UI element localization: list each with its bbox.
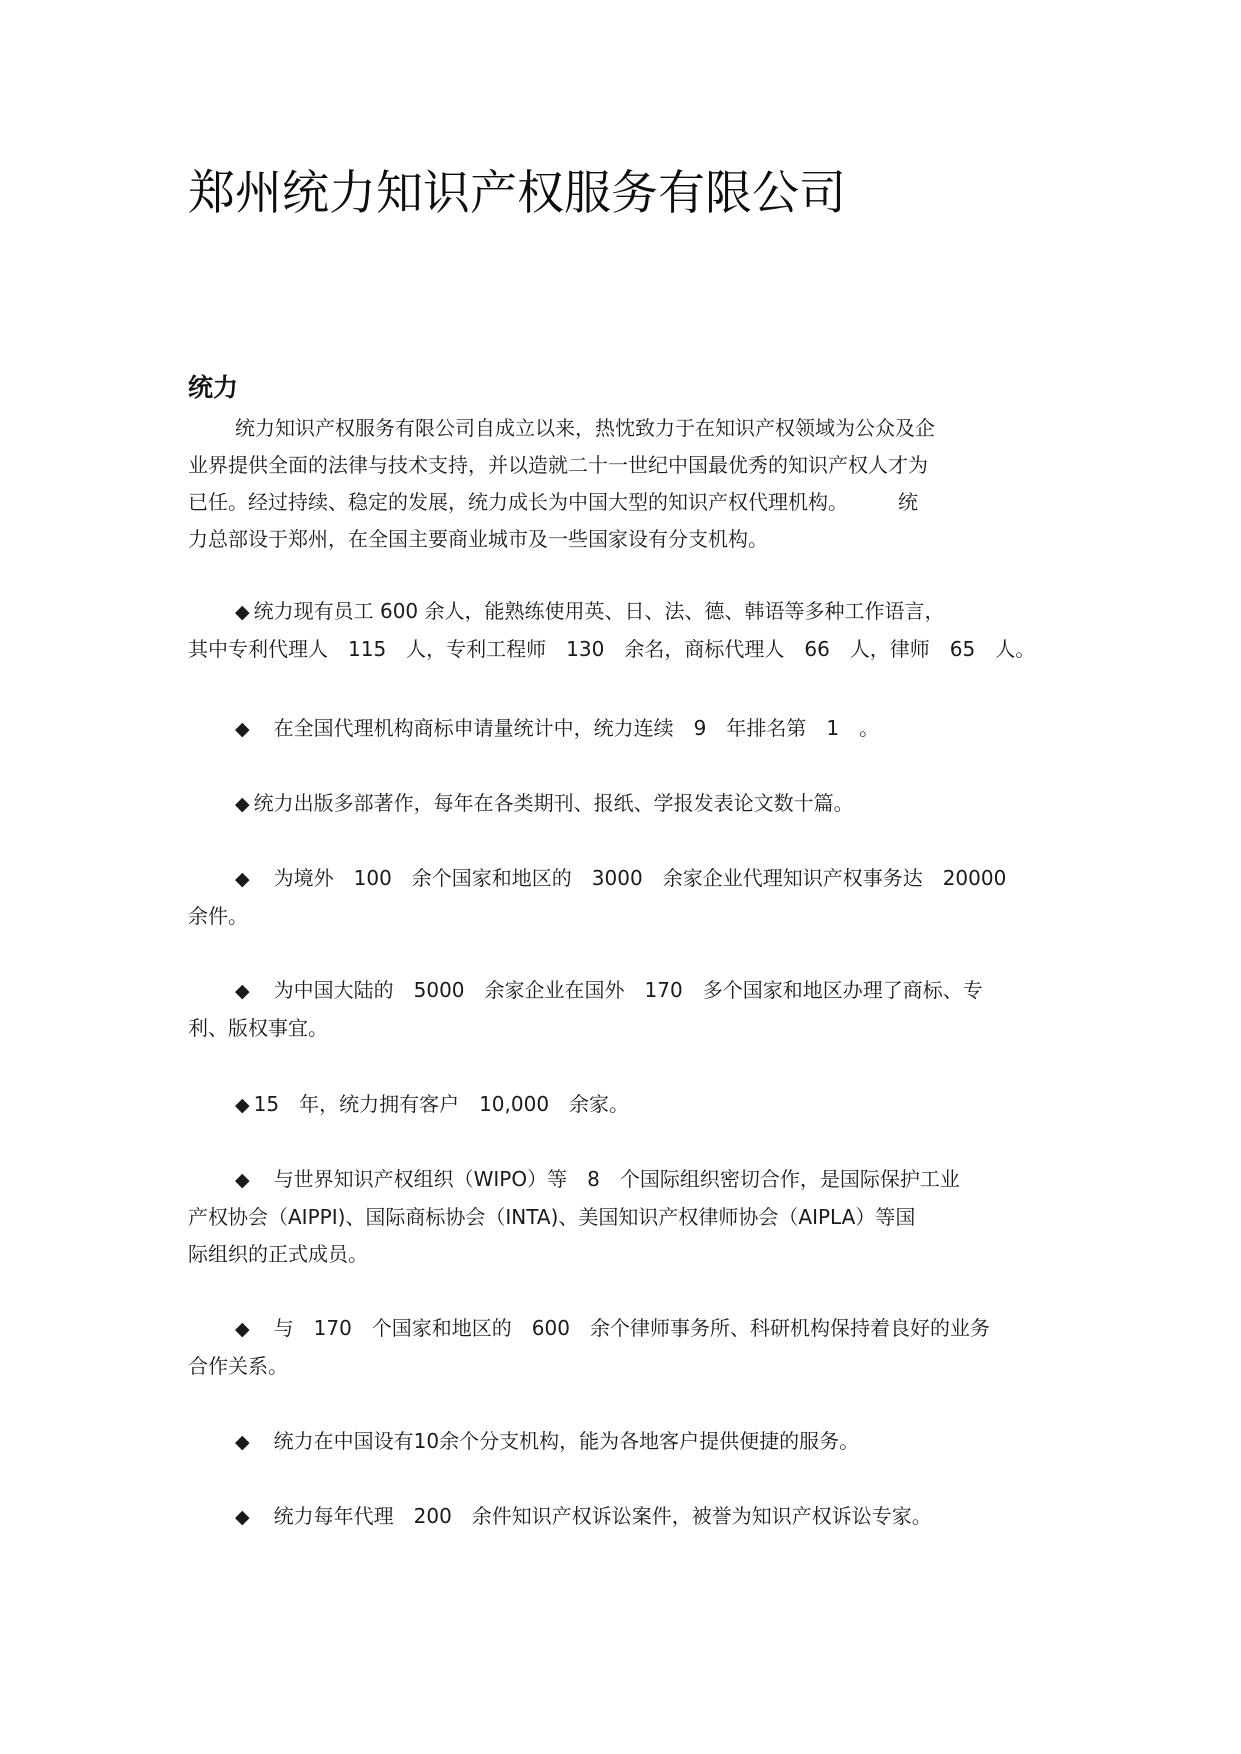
bullet-line xyxy=(188,1498,1058,1536)
bullet-paragraph xyxy=(188,1086,1058,1124)
bullet-line xyxy=(188,593,1058,631)
intro-line: 已任。经过持续、稳定的发展，统力成长为中国大型的知识产权代理机构。 统 xyxy=(188,490,918,514)
bullet-line: 际组织的正式成员。 xyxy=(188,1242,368,1266)
bullet-line xyxy=(188,1086,1058,1124)
bullet-line xyxy=(188,710,1058,748)
bullet-paragraph xyxy=(188,1423,1058,1461)
bullet-text: 为中国大陆的 5000 余家企业在国外 170 多个国家和地区办理了商标、专 xyxy=(253,978,983,1002)
bullet-line xyxy=(188,1423,1058,1461)
bullet-text: 统力在中国设有10余个分支机构，能为各地客户提供便捷的服务。 xyxy=(253,1429,860,1453)
diamond-bullet-icon: ◆ xyxy=(235,718,250,740)
diamond-bullet-icon: ◆ xyxy=(235,1094,250,1116)
intro-line: 统力知识产权服务有限公司自成立以来，热忱致力于在知识产权领域为公众及企 xyxy=(235,416,935,440)
bullet-text: 统力出版多部著作，每年在各类期刊、报纸、学报发表论文数十篇。 xyxy=(253,791,854,815)
bullet-paragraph xyxy=(188,710,1058,748)
bullet-line xyxy=(188,860,1058,898)
bullet-line: 合作关系。 xyxy=(188,1354,288,1378)
diamond-bullet-icon: ◆ xyxy=(235,868,250,890)
diamond-bullet-icon: ◆ xyxy=(235,1169,250,1191)
bullet-line: 利、版权事宜。 xyxy=(188,1016,328,1040)
bullet-text: 为境外 100 余个国家和地区的 3000 余家企业代理知识产权事务达 20000 xyxy=(253,866,1007,890)
bullet-paragraph xyxy=(188,860,1058,935)
bullet-text: 统力每年代理 200 余件知识产权诉讼案件，被誉为知识产权诉讼专家。 xyxy=(253,1504,932,1528)
bullet-paragraph xyxy=(188,1161,1058,1273)
diamond-bullet-icon: ◆ xyxy=(235,980,250,1002)
bullet-text: 15 年，统力拥有客户 10,000 余家。 xyxy=(253,1092,630,1116)
diamond-bullet-icon: ◆ xyxy=(235,1318,250,1340)
section-heading: 统力 xyxy=(188,373,239,402)
bullet-line: 余件。 xyxy=(188,904,248,928)
bullet-paragraph xyxy=(188,1310,1058,1385)
intro-line: 业界提供全面的法律与技术支持，并以造就二十一世纪中国最优秀的知识产权人才为 xyxy=(188,453,928,477)
bullet-paragraph xyxy=(188,972,1058,1047)
bullet-text: 与 170 个国家和地区的 600 余个律师事务所、科研机构保持着良好的业务 xyxy=(253,1316,990,1340)
diamond-bullet-icon: ◆ xyxy=(235,1506,250,1528)
bullet-line: 产权协会（AIPPI)、国际商标协会（INTA)、美国知识产权律师协会（AIPLA）等国 xyxy=(188,1205,916,1229)
bullet-line xyxy=(188,785,1058,823)
intro-line: 力总部设于郑州，在全国主要商业城市及一些国家设有分支机构。 xyxy=(188,527,768,551)
diamond-bullet-icon: ◆ xyxy=(235,601,250,623)
bullet-line xyxy=(188,972,1058,1010)
page-title: 郑州统力知识产权服务有限公司 xyxy=(188,166,846,221)
bullet-paragraph xyxy=(188,1498,1058,1536)
diamond-bullet-icon: ◆ xyxy=(235,793,250,815)
bullet-text: 与世界知识产权组织（WIPO）等 8 个国际组织密切合作，是国际保护工业 xyxy=(253,1167,960,1191)
bullet-paragraph xyxy=(188,785,1058,823)
intro-paragraph xyxy=(188,410,1058,558)
bullet-paragraph xyxy=(188,593,1058,668)
bullet-text: 统力现有员工 600 余人，能熟练使用英、日、法、德、韩语等多种工作语言， xyxy=(253,599,945,623)
bullet-line xyxy=(188,1161,1058,1199)
bullet-line: 其中专利代理人 115 人，专利工程师 130 余名，商标代理人 66 人，律师 65 人。 xyxy=(188,637,1036,661)
diamond-bullet-icon: ◆ xyxy=(235,1431,250,1453)
bullet-text: 在全国代理机构商标申请量统计中，统力连续 9 年排名第 1 。 xyxy=(253,716,880,740)
bullet-line xyxy=(188,1310,1058,1348)
